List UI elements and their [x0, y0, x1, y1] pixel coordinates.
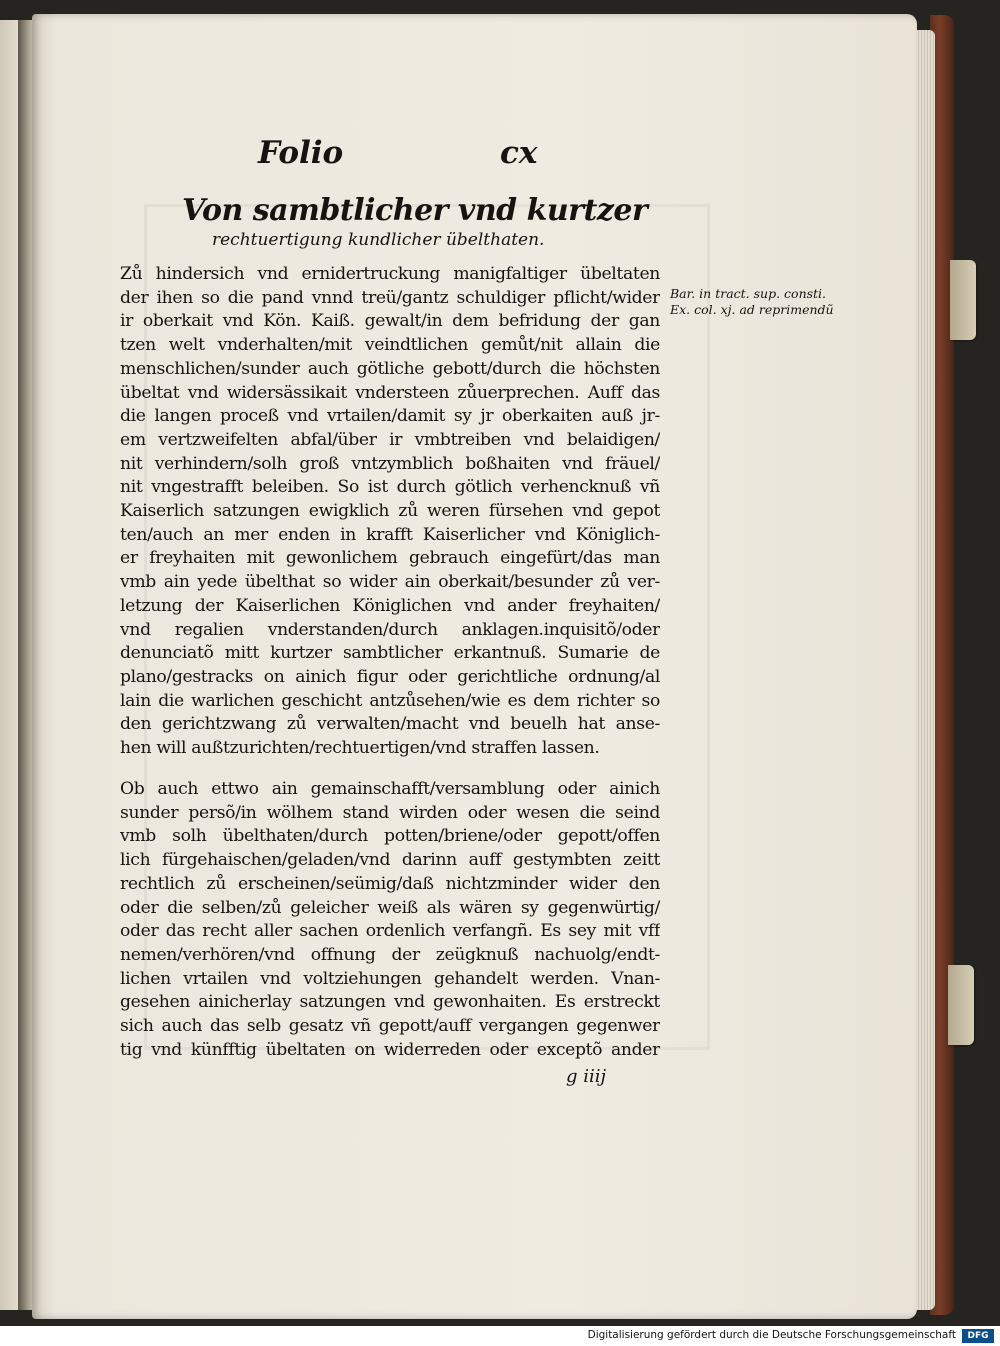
text-line: nit verhindern/solh groß vntzymblich boßhaiten vnd fräuel/	[120, 453, 660, 474]
text-line: oder das recht aller sachen ordenlich verfangñ. Es sey mit vff	[120, 921, 660, 942]
text-line: nit vngestrafft beleiben. So ist durch götlich verhencknuß vñ	[120, 477, 660, 498]
text-line: vmb solh übelthaten/durch potten/briene/oder gepott/offen	[120, 826, 660, 847]
text-line: sich auch das selb gesatz vñ gepott/auff vergangen gegenwer	[120, 1016, 660, 1037]
page-tab-marker	[950, 260, 976, 340]
margin-note-line: Ex. col. xj. ad reprimendũ	[670, 302, 834, 317]
text-line: lain die warlichen geschicht antzůsehen/wie es dem richter so	[120, 690, 660, 711]
text-line: nemen/verhören/vnd offnung der zeügknuß nachuolg/endt-	[120, 944, 660, 965]
text-line: oder die selben/zů geleicher weiß als wären sy gegenwürtig/	[120, 897, 660, 918]
text-line: ten/auch an mer enden in krafft Kaiserlicher vnd Königlich-	[120, 524, 660, 545]
text-line: menschlichen/sunder auch götliche gebott/durch die höchsten	[120, 358, 660, 379]
text-line: letzung der Kaiserlichen Königlichen vnd ander freyhaiten/	[120, 595, 660, 616]
text-line: tig vnd künfftig übeltaten on widerreden oder exceptõ ander	[120, 1039, 660, 1060]
text-line: die langen proceß vnd vrtailen/damit sy jr oberkaiten auß jr-	[120, 406, 660, 427]
signature-mark: g iiij	[566, 1066, 607, 1087]
text-line: em vertzweifelten abfal/über ir vmbtreiben vnd belaidigen/	[120, 429, 660, 450]
text-line: übeltat vnd widersässikait vndersteen zůuerprechen. Auff das	[120, 382, 660, 403]
text-line: hen will außtzurichten/rechtuertigen/vnd straffen lassen.	[120, 738, 600, 759]
text-line: Zů hindersich vnd ernidertruckung manigfaltiger übeltaten	[120, 264, 660, 284]
text-line: den gerichtzwang zů verwalten/macht vnd beuelh hat anse-	[120, 714, 660, 735]
folio-number: cx	[500, 135, 538, 171]
text-line: gesehen ainicherlay satzungen vnd gewonhaiten. Es erstreckt	[120, 992, 660, 1013]
body-paragraph-1	[120, 263, 660, 761]
dfg-logo: DFG	[962, 1329, 994, 1343]
text-line: vnd regalien vnderstanden/durch anklagen.inquisitõ/oder	[120, 619, 660, 640]
text-line: Kaiserlich satzungen ewigklich zů weren fürsehen vnd gepot	[120, 501, 660, 522]
text-line: denunciatõ mitt kurtzer sambtlicher erkantnuß. Sumarie de	[120, 643, 660, 664]
text-line: sunder persõ/in wölhem stand wirden oder wesen die seind	[120, 802, 660, 823]
text-line: plano/gestracks on ainich figur oder gerichtliche ordnung/al	[120, 666, 660, 687]
text-line: tzen welt vnderhalten/mit veindtlichen gemůt/nit allain die	[120, 335, 660, 356]
body-paragraph-2	[120, 778, 660, 1062]
page-tab-marker	[948, 965, 974, 1045]
text-line: vmb ain yede übelthat so wider ain oberkait/besunder zů ver-	[120, 572, 660, 593]
text-line: Ob auch ettwo ain gemainschafft/versamblung oder ainich	[120, 779, 660, 799]
text-line: der ihen so die pand vnnd treü/gantz schuldiger pflicht/wider	[120, 287, 660, 308]
text-line: lichen vrtailen vnd voltziehungen gehandelt werden. Vnan-	[120, 968, 660, 989]
text-line: rechtlich zů erscheinen/seümig/daß nichtzminder wider den	[120, 873, 660, 894]
text-line: er freyhaiten mit gewonlichem gebrauch eingefürt/das man	[120, 548, 660, 569]
text-line: ir oberkait vnd Kön. Kaiß. gewalt/in dem befridung der gan	[120, 311, 660, 332]
margin-note	[670, 286, 834, 318]
footer-credit: Digitalisierung gefördert durch die Deutsche Forschungsgemeinschaft	[587, 1329, 956, 1341]
chapter-subtitle: rechtuertigung kundlicher übelthaten.	[212, 230, 545, 250]
footer-bar	[0, 1326, 1000, 1346]
margin-note-line: Bar. in tract. sup. consti.	[670, 286, 827, 301]
chapter-title: Von sambtlicher vnd kurtzer	[182, 193, 648, 228]
folio-label: Folio	[258, 135, 344, 171]
text-line: lich fürgehaischen/geladen/vnd darinn auff gestymbten zeitt	[120, 850, 660, 871]
